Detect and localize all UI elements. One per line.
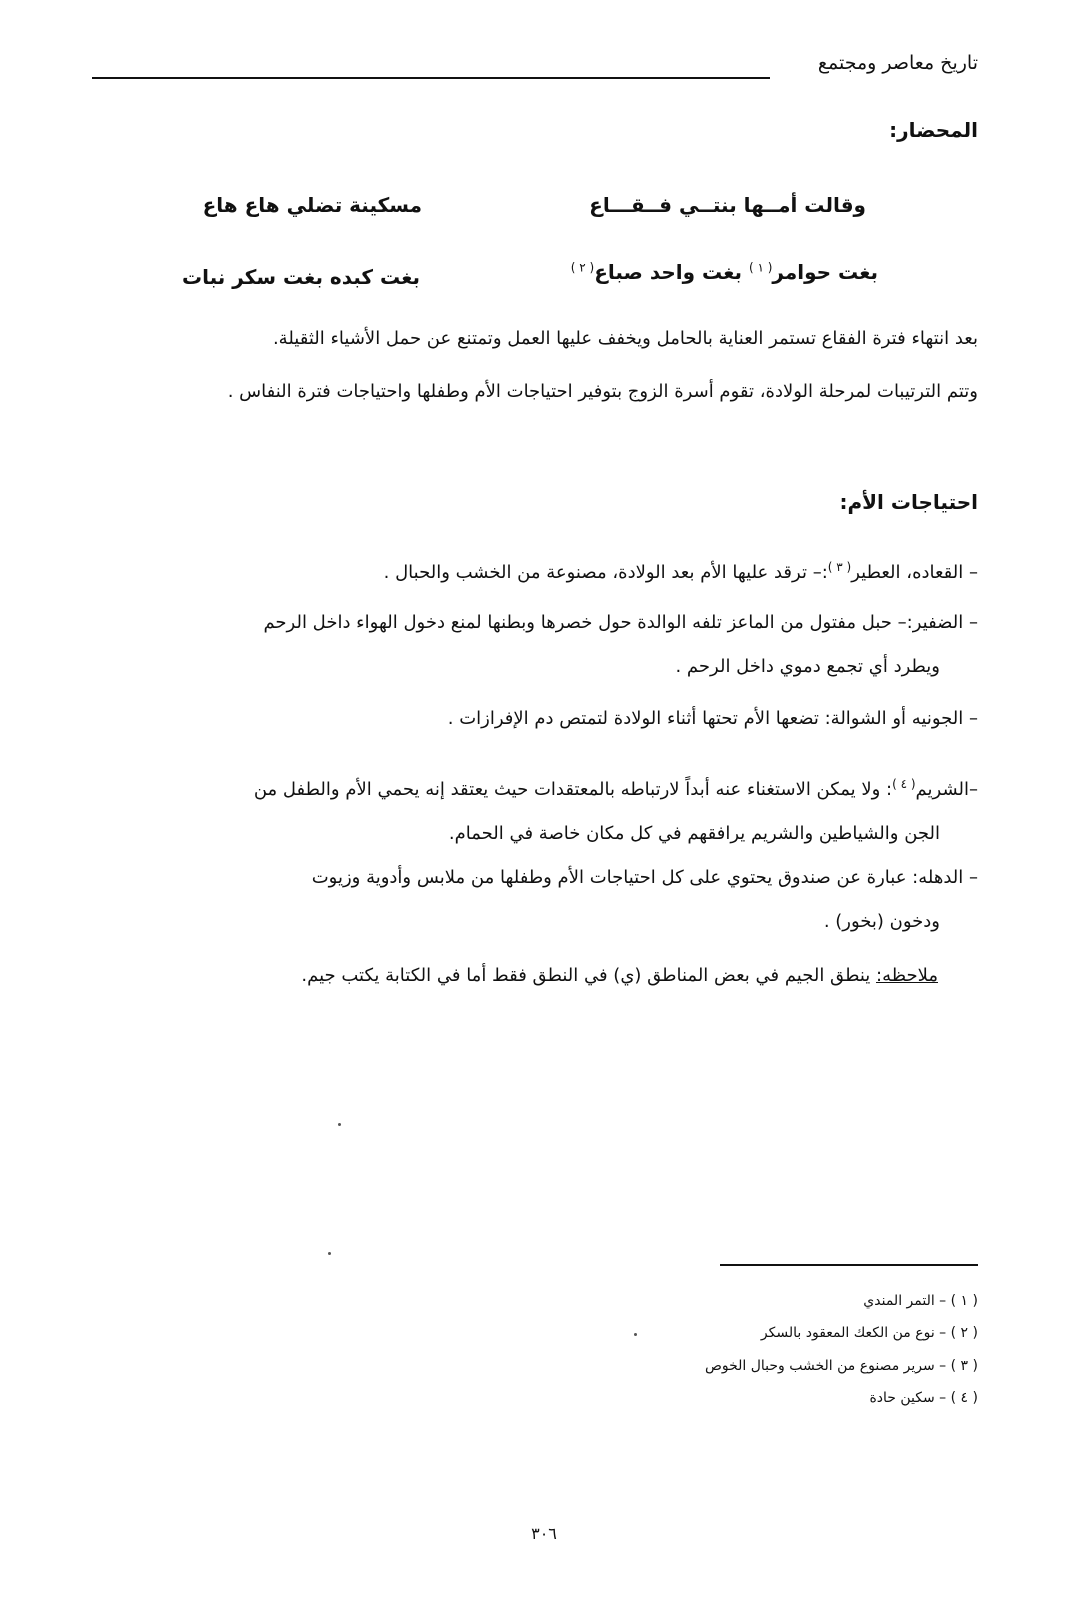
footnote-rule <box>720 1264 978 1266</box>
needs-item-text-cont: : ولا يمكن الاستغناء عنه أبداً لارتباطه بالمعتقدات حيث يعتقد إنه يحمي الأم والطفل من <box>253 779 893 800</box>
section-heading-almihdar: المحضار: <box>889 118 978 142</box>
page-number: ٣٠٦ <box>531 1524 557 1543</box>
needs-item <box>92 601 978 689</box>
needs-item-text: – الجونيه أو الشوالة: تضعها الأم تحتها أثناء الولادة لتمتص دم الإفرازات . <box>447 708 978 729</box>
needs-item-text: –الشريم <box>915 779 978 800</box>
scan-speck <box>338 1123 341 1126</box>
verse-2-text-a: بغت حوامر <box>772 260 878 284</box>
verse-2-text-b: بغت واحد صباع <box>594 260 749 284</box>
footnote-4: ( ٤ ) – سكين حادة <box>869 1390 978 1406</box>
footnote-3: ( ٣ ) – سرير مصنوع من الخشب وحبال الخوص <box>704 1358 978 1374</box>
scan-speck <box>634 1333 637 1336</box>
footnote-ref-2: ( ٢ ) <box>570 260 595 275</box>
footnote-ref-3: ( ٣ ) <box>827 560 852 574</box>
verse-1-right: وقالت أمــها بنتــي فــقـــاع <box>589 193 866 217</box>
header-rule <box>92 77 770 79</box>
paragraph-1: بعد انتهاء فترة الفقاع تستمر العناية بالحامل ويخفف عليها العمل وتمتنع عن حمل الأشياء الثقيلة. <box>272 328 978 349</box>
needs-item <box>92 856 978 944</box>
needs-item <box>92 762 978 856</box>
note-text: ينطق الجيم في بعض المناطق (ي) في النطق فقط أما في الكتابة يكتب جيم. <box>301 965 876 986</box>
footnote-1: ( ١ ) – التمر المندي <box>863 1293 978 1309</box>
needs-item <box>92 545 978 595</box>
needs-item-text-cont: :– ترقد عليها الأم بعد الولادة، مصنوعة من الخشب والحبال . <box>383 562 828 583</box>
paragraph-2: وتتم الترتيبات لمرحلة الولادة، تقوم أسرة الزوج بتوفير احتياجات الأم وطفلها واحتياجات فترة النفاس . <box>227 381 978 402</box>
footnote-ref-4: ( ٤ ) <box>892 777 916 791</box>
footnote-ref-1: ( ١ ) <box>748 260 773 275</box>
needs-item-text: – القعاده، العطير <box>851 562 978 583</box>
verse-2-right <box>571 260 878 284</box>
needs-item-text-line2: ودخون (بخور) . <box>823 911 940 932</box>
needs-item-text: – الضفير:– حبل مفتول من الماعز تلفه الوالدة حول خصرها وبطنها لمنع دخول الهواء داخل الرحم <box>263 612 978 633</box>
note-label: ملاحظه: <box>876 965 938 986</box>
needs-item-text-line2: ويطرد أي تجمع دموي داخل الرحم . <box>675 656 940 677</box>
note <box>301 965 938 986</box>
running-header: تاريخ معاصر ومجتمع <box>817 52 978 74</box>
verse-2-left: بغت كبده بغت سكر نبات <box>182 265 420 289</box>
section-heading-needs: احتياجات الأم: <box>839 490 978 514</box>
footnote-2: ( ٢ ) – نوع من الكعك المعقود بالسكر <box>760 1325 978 1341</box>
scan-speck <box>328 1252 331 1255</box>
needs-item-text-line2: الجن والشياطين والشريم يرافقهم في كل مكان خاصة في الحمام. <box>448 823 940 844</box>
needs-item <box>92 697 978 741</box>
needs-item-text: – الدهله: عبارة عن صندوق يحتوي على كل احتياجات الأم وطفلها من ملابس وأدوية وزيوت <box>311 867 978 888</box>
verse-1-left: مسكينة تضلي هاع هاع <box>202 193 422 217</box>
